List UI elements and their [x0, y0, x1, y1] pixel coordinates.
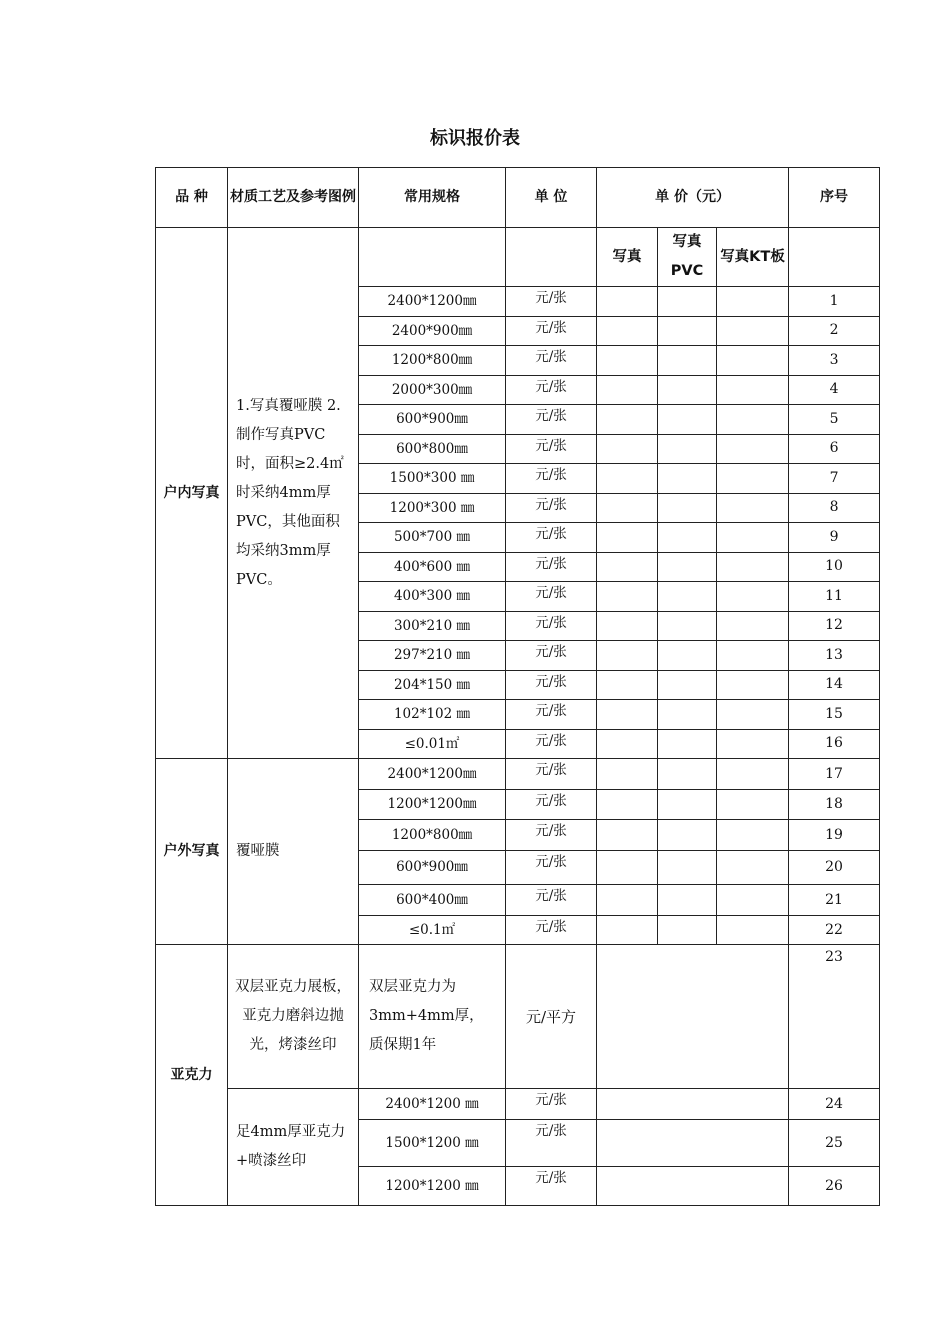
price-cell	[658, 820, 717, 851]
unit-cell: 元/张	[506, 885, 597, 916]
price-cell	[597, 464, 658, 494]
unit-cell: 元/张	[506, 670, 597, 700]
header-variety: 品 种	[156, 168, 228, 228]
unit-cell: 元/张	[506, 493, 597, 523]
price-cell	[597, 375, 658, 405]
price-cell	[658, 493, 717, 523]
price-cell	[597, 641, 658, 671]
spec-cell: 297*210 ㎜	[359, 641, 506, 671]
price-cell	[658, 582, 717, 612]
price-cell	[658, 434, 717, 464]
index-cell: 10	[789, 552, 880, 582]
unit-cell: 元/张	[506, 916, 597, 945]
unit-cell: 元/张	[506, 700, 597, 730]
index-cell: 21	[789, 885, 880, 916]
price-cell	[658, 552, 717, 582]
index-cell: 11	[789, 582, 880, 612]
quote-table	[155, 167, 880, 1206]
index-cell: 18	[789, 790, 880, 820]
unit-cell: 元/张	[506, 375, 597, 405]
spec-cell: 1500*300 ㎜	[359, 464, 506, 494]
price-cell	[597, 346, 658, 376]
table-row	[156, 759, 880, 790]
category-outdoor: 户外写真	[156, 759, 228, 945]
index-cell: 16	[789, 729, 880, 759]
spec-cell: ≤0.1㎡	[359, 916, 506, 945]
index-cell: 3	[789, 346, 880, 376]
price-cell	[597, 945, 789, 1089]
empty-cell	[359, 228, 506, 287]
table-row	[156, 1089, 880, 1120]
price-cell	[717, 885, 789, 916]
spec-cell: 102*102 ㎜	[359, 700, 506, 730]
index-cell: 9	[789, 523, 880, 553]
spec-cell: 600*800㎜	[359, 434, 506, 464]
spec-cell: 2400*1200㎜	[359, 287, 506, 317]
spec-cell: 600*900㎜	[359, 405, 506, 435]
spec-cell: 600*400㎜	[359, 885, 506, 916]
price-cell	[658, 759, 717, 790]
unit-cell: 元/张	[506, 464, 597, 494]
price-cell	[658, 700, 717, 730]
price-cell	[597, 1167, 789, 1206]
index-cell: 14	[789, 670, 880, 700]
index-cell: 17	[789, 759, 880, 790]
spec-cell: ≤0.01㎡	[359, 729, 506, 759]
unit-cell: 元/张	[506, 1167, 597, 1206]
price-cell	[658, 287, 717, 317]
index-cell: 25	[789, 1120, 880, 1167]
material-indoor: 1.写真覆哑膜 2.制作写真PVC时，面积≥2.4㎡时采纳4mm厚PVC，其他面积均采纳3mm厚PVC。	[228, 228, 359, 759]
unit-cell: 元/张	[506, 1089, 597, 1120]
unit-cell: 元/张	[506, 611, 597, 641]
price-cell	[717, 729, 789, 759]
empty-cell	[789, 228, 880, 287]
price-cell	[717, 641, 789, 671]
spec-cell: 1200*800㎜	[359, 346, 506, 376]
price-cell	[717, 670, 789, 700]
unit-cell: 元/张	[506, 552, 597, 582]
table-row	[156, 945, 880, 1089]
spec-cell: 1200*1200 ㎜	[359, 1167, 506, 1206]
price-cell	[597, 287, 658, 317]
spec-cell: 600*900㎜	[359, 851, 506, 885]
spec-cell: 1200*800㎜	[359, 820, 506, 851]
unit-cell: 元/张	[506, 729, 597, 759]
price-cell	[717, 759, 789, 790]
subheader-row	[156, 228, 880, 287]
unit-cell: 元/张	[506, 820, 597, 851]
spec-cell: 300*210 ㎜	[359, 611, 506, 641]
price-cell	[717, 790, 789, 820]
price-cell	[717, 316, 789, 346]
price-cell	[717, 405, 789, 435]
price-cell	[717, 552, 789, 582]
category-indoor: 户内写真	[156, 228, 228, 759]
spec-cell: 400*600 ㎜	[359, 552, 506, 582]
material-outdoor: 覆哑膜	[228, 759, 359, 945]
price-cell	[658, 851, 717, 885]
price-cell	[717, 434, 789, 464]
unit-cell: 元/张	[506, 434, 597, 464]
spec-cell: 1500*1200 ㎜	[359, 1120, 506, 1167]
unit-cell: 元/张	[506, 1120, 597, 1167]
price-cell	[597, 759, 658, 790]
index-cell: 4	[789, 375, 880, 405]
spec-acrylic-double: 双层亚克力为3mm+4mm厚，质保期1年	[359, 945, 506, 1089]
price-cell	[597, 670, 658, 700]
subheader-photo-pvc: 写真PVC	[658, 228, 717, 287]
price-cell	[658, 916, 717, 945]
price-cell	[658, 405, 717, 435]
index-cell: 12	[789, 611, 880, 641]
price-cell	[658, 346, 717, 376]
spec-cell: 2400*1200㎜	[359, 759, 506, 790]
unit-cell: 元/张	[506, 523, 597, 553]
price-cell	[658, 670, 717, 700]
price-cell	[597, 552, 658, 582]
price-cell	[717, 493, 789, 523]
price-cell	[597, 434, 658, 464]
price-cell	[597, 790, 658, 820]
spec-cell: 2400*1200 ㎜	[359, 1089, 506, 1120]
price-cell	[658, 790, 717, 820]
price-cell	[717, 582, 789, 612]
index-cell: 6	[789, 434, 880, 464]
spec-cell: 1200*1200㎜	[359, 790, 506, 820]
unit-cell: 元/张	[506, 287, 597, 317]
subheader-photo: 写真	[597, 228, 658, 287]
index-cell: 13	[789, 641, 880, 671]
index-cell: 20	[789, 851, 880, 885]
header-spec: 常用规格	[359, 168, 506, 228]
price-cell	[717, 523, 789, 553]
index-cell: 5	[789, 405, 880, 435]
price-cell	[597, 316, 658, 346]
material-acrylic-double: 双层亚克力展板，亚克力磨斜边抛光，烤漆丝印	[228, 945, 359, 1089]
price-cell	[597, 1120, 789, 1167]
price-cell	[658, 375, 717, 405]
price-cell	[717, 851, 789, 885]
price-cell	[658, 641, 717, 671]
index-cell: 23	[789, 945, 880, 1089]
spec-cell: 2000*300㎜	[359, 375, 506, 405]
price-cell	[597, 916, 658, 945]
unit-cell: 元/平方	[506, 945, 597, 1089]
index-cell: 19	[789, 820, 880, 851]
price-cell	[658, 464, 717, 494]
header-row	[156, 168, 880, 228]
price-cell	[717, 287, 789, 317]
index-cell: 15	[789, 700, 880, 730]
unit-cell: 元/张	[506, 641, 597, 671]
index-cell: 24	[789, 1089, 880, 1120]
index-cell: 2	[789, 316, 880, 346]
spec-cell: 400*300 ㎜	[359, 582, 506, 612]
unit-cell: 元/张	[506, 790, 597, 820]
price-cell	[717, 375, 789, 405]
price-cell	[717, 464, 789, 494]
spec-cell: 500*700 ㎜	[359, 523, 506, 553]
price-cell	[658, 729, 717, 759]
price-cell	[597, 820, 658, 851]
price-cell	[658, 523, 717, 553]
price-cell	[717, 820, 789, 851]
spec-cell: 2400*900㎜	[359, 316, 506, 346]
index-cell: 8	[789, 493, 880, 523]
price-cell	[597, 885, 658, 916]
material-acrylic-single: 足4mm厚亚克力 +喷漆丝印	[228, 1089, 359, 1206]
index-cell: 26	[789, 1167, 880, 1206]
price-cell	[717, 346, 789, 376]
price-cell	[597, 1089, 789, 1120]
price-cell	[597, 405, 658, 435]
price-cell	[597, 611, 658, 641]
document-title: 标识报价表	[430, 128, 520, 149]
price-cell	[597, 523, 658, 553]
price-cell	[658, 316, 717, 346]
price-cell	[597, 582, 658, 612]
header-price: 单 价（元）	[597, 168, 789, 228]
price-cell	[658, 885, 717, 916]
index-cell: 1	[789, 287, 880, 317]
unit-cell: 元/张	[506, 316, 597, 346]
header-material: 材质工艺及参考图例	[228, 168, 359, 228]
header-unit: 单 位	[506, 168, 597, 228]
price-cell	[597, 700, 658, 730]
spec-cell: 1200*300 ㎜	[359, 493, 506, 523]
price-cell	[658, 611, 717, 641]
unit-cell: 元/张	[506, 851, 597, 885]
price-cell	[717, 700, 789, 730]
price-cell	[597, 729, 658, 759]
unit-cell: 元/张	[506, 405, 597, 435]
category-acrylic: 亚克力	[156, 945, 228, 1206]
unit-cell: 元/张	[506, 582, 597, 612]
price-cell	[717, 611, 789, 641]
subheader-photo-kt: 写真KT板	[717, 228, 789, 287]
price-cell	[597, 851, 658, 885]
spec-cell: 204*150 ㎜	[359, 670, 506, 700]
index-cell: 22	[789, 916, 880, 945]
price-cell	[717, 916, 789, 945]
header-index: 序号	[789, 168, 880, 228]
price-cell	[597, 493, 658, 523]
empty-cell	[506, 228, 597, 287]
index-cell: 7	[789, 464, 880, 494]
unit-cell: 元/张	[506, 759, 597, 790]
unit-cell: 元/张	[506, 346, 597, 376]
